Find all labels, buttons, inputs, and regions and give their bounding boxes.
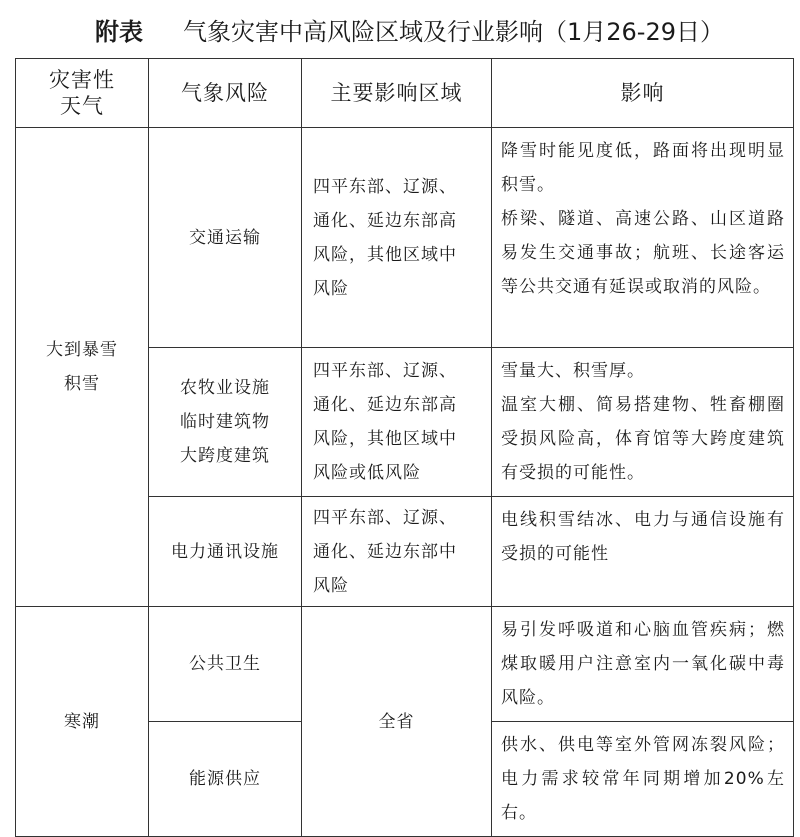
area-cell: 四平东部、辽源、 通化、延边东部高 风险，其他区域中 风险 [302, 128, 492, 348]
risk-cell: 公共卫生 [149, 607, 302, 722]
header-impact: 影响 [492, 59, 794, 128]
header-area: 主要影响区域 [302, 59, 492, 128]
table-row [16, 607, 794, 722]
title-text: 气象灾害中高风险区域及行业影响（1月26-29日） [183, 18, 725, 46]
impact-cell: 电线积雪结冰、电力与通信设施有受损的可能性 [492, 497, 794, 607]
impact-cell: 雪量大、积雪厚。 温室大棚、简易搭建物、牲畜棚圈受损风险高，体育馆等大跨度建筑有受损的可能性。 [492, 348, 794, 497]
area-cell: 四平东部、辽源、 通化、延边东部中 风险 [302, 497, 492, 607]
area-cell: 四平东部、辽源、 通化、延边东部高 风险，其他区域中 风险或低风险 [302, 348, 492, 497]
risk-cell: 交通运输 [149, 128, 302, 348]
impact-cell: 降雪时能见度低，路面将出现明显积雪。 桥梁、隧道、高速公路、山区道路易发生交通事故；航班、长途客运等公共交通有延误或取消的风险。 [492, 128, 794, 348]
area-cell: 全省 [302, 607, 492, 837]
title-prefix: 附表 [95, 18, 143, 46]
table-row [16, 128, 794, 348]
impact-cell: 供水、供电等室外管网冻裂风险；电力需求较常年同期增加20%左右。 [492, 722, 794, 837]
hazard-risk-table [15, 58, 794, 837]
header-risk: 气象风险 [149, 59, 302, 128]
risk-cell: 电力通讯设施 [149, 497, 302, 607]
header-weather: 灾害性 天气 [16, 59, 149, 128]
impact-cell: 易引发呼吸道和心脑血管疾病；燃煤取暖用户注意室内一氧化碳中毒风险。 [492, 607, 794, 722]
table-title [95, 14, 724, 50]
risk-cell: 能源供应 [149, 722, 302, 837]
header-row [16, 59, 794, 128]
weather-cold-wave: 寒潮 [16, 607, 149, 837]
risk-cell: 农牧业设施 临时建筑物 大跨度建筑 [149, 348, 302, 497]
weather-snow: 大到暴雪 积雪 [16, 128, 149, 607]
